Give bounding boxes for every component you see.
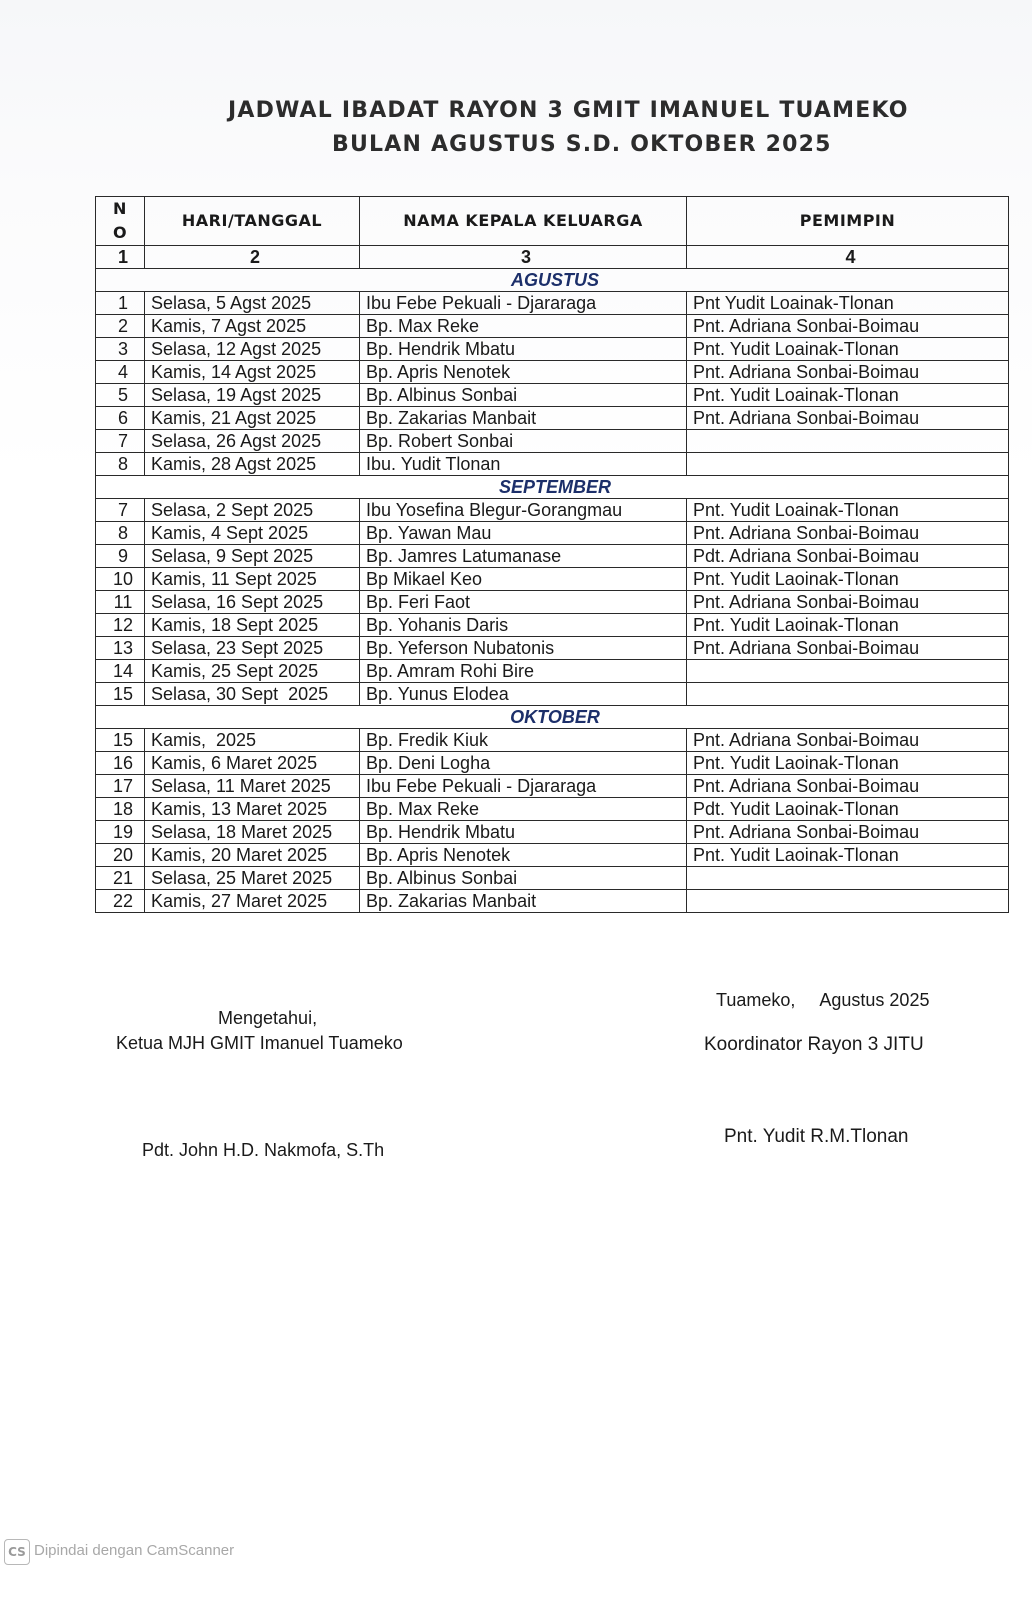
table-row (96, 614, 1009, 637)
row-number: 21 (96, 867, 145, 890)
left-signer-role: Ketua MJH GMIT Imanuel Tuameko (116, 1033, 403, 1053)
row-family-head: Bp. Zakarias Manbait (360, 890, 687, 913)
column-number-row (96, 246, 1009, 269)
table-row (96, 361, 1009, 384)
row-leader (687, 867, 1009, 890)
header-row (96, 197, 1009, 246)
row-family-head: Bp. Max Reke (360, 315, 687, 338)
left-acknowledge-label: Mengetahui, (218, 1008, 318, 1028)
table-row (96, 545, 1009, 568)
row-leader (687, 660, 1009, 683)
row-number: 12 (96, 614, 145, 637)
right-place-date: Tuameko, Agustus 2025 (716, 990, 930, 1010)
row-number: 11 (96, 591, 145, 614)
month-row (96, 476, 1009, 499)
row-family-head: Bp. Yeferson Nubatonis (360, 637, 687, 660)
row-date: Selasa, 23 Sept 2025 (145, 637, 360, 660)
row-date: Kamis, 27 Maret 2025 (145, 890, 360, 913)
row-leader: Pdt. Yudit Laoinak-Tlonan (687, 798, 1009, 821)
row-date: Selasa, 16 Sept 2025 (145, 591, 360, 614)
row-leader: Pnt. Yudit Laoinak-Tlonan (687, 568, 1009, 591)
row-leader: Pnt Yudit Loainak-Tlonan (687, 292, 1009, 315)
row-leader: Pnt. Yudit Laoinak-Tlonan (687, 844, 1009, 867)
row-family-head: Bp. Albinus Sonbai (360, 384, 687, 407)
table-row (96, 867, 1009, 890)
row-date: Selasa, 12 Agst 2025 (145, 338, 360, 361)
row-family-head: Bp. Yunus Elodea (360, 683, 687, 706)
column-number: 3 (360, 246, 687, 269)
month-row (96, 706, 1009, 729)
row-number: 22 (96, 890, 145, 913)
table-row (96, 591, 1009, 614)
row-leader (687, 453, 1009, 476)
header-leader: PEMIMPIN (687, 197, 1009, 246)
row-number: 19 (96, 821, 145, 844)
table-row (96, 338, 1009, 361)
camscanner-watermark-text: Dipindai dengan CamScanner (34, 1542, 235, 1559)
table-row (96, 384, 1009, 407)
row-date: Kamis, 28 Agst 2025 (145, 453, 360, 476)
row-number: 1 (96, 292, 145, 315)
row-number: 9 (96, 545, 145, 568)
row-leader (687, 683, 1009, 706)
row-family-head: Bp. Robert Sonbai (360, 430, 687, 453)
row-leader: Pnt. Yudit Laoinak-Tlonan (687, 614, 1009, 637)
row-leader: Pnt. Adriana Sonbai-Boimau (687, 522, 1009, 545)
row-date: Kamis, 14 Agst 2025 (145, 361, 360, 384)
row-date: Selasa, 11 Maret 2025 (145, 775, 360, 798)
row-family-head: Bp. Jamres Latumanase (360, 545, 687, 568)
row-family-head: Bp. Amram Rohi Bire (360, 660, 687, 683)
row-date: Selasa, 25 Maret 2025 (145, 867, 360, 890)
row-number: 8 (96, 522, 145, 545)
row-date: Selasa, 9 Sept 2025 (145, 545, 360, 568)
right-signer-name: Pnt. Yudit R.M.Tlonan (724, 1126, 909, 1147)
table-row (96, 499, 1009, 522)
schedule-table (95, 196, 1009, 913)
row-number: 15 (96, 729, 145, 752)
row-family-head: Ibu Febe Pekuali - Djararaga (360, 292, 687, 315)
row-leader: Pnt. Adriana Sonbai-Boimau (687, 637, 1009, 660)
table-row (96, 775, 1009, 798)
table-row (96, 798, 1009, 821)
row-number: 4 (96, 361, 145, 384)
row-family-head: Bp. Fredik Kiuk (360, 729, 687, 752)
row-leader: Pnt. Adriana Sonbai-Boimau (687, 729, 1009, 752)
row-leader: Pnt. Yudit Loainak-Tlonan (687, 499, 1009, 522)
row-date: Kamis, 4 Sept 2025 (145, 522, 360, 545)
row-family-head: Bp. Deni Logha (360, 752, 687, 775)
row-leader: Pnt. Adriana Sonbai-Boimau (687, 591, 1009, 614)
row-family-head: Ibu Febe Pekuali - Djararaga (360, 775, 687, 798)
right-signer-role: Koordinator Rayon 3 JITU (704, 1034, 924, 1055)
row-leader: Pnt. Yudit Loainak-Tlonan (687, 338, 1009, 361)
row-leader: Pnt. Yudit Laoinak-Tlonan (687, 752, 1009, 775)
table-row (96, 637, 1009, 660)
table-row (96, 453, 1009, 476)
row-family-head: Bp. Hendrik Mbatu (360, 338, 687, 361)
table-row (96, 430, 1009, 453)
row-number: 7 (96, 499, 145, 522)
row-family-head: Bp. Feri Faot (360, 591, 687, 614)
row-date: Selasa, 26 Agst 2025 (145, 430, 360, 453)
month-row (96, 269, 1009, 292)
row-leader: Pnt. Yudit Loainak-Tlonan (687, 384, 1009, 407)
row-date: Kamis, 6 Maret 2025 (145, 752, 360, 775)
table-row (96, 752, 1009, 775)
row-family-head: Ibu Yosefina Blegur-Gorangmau (360, 499, 687, 522)
row-number: 5 (96, 384, 145, 407)
row-date: Kamis, 2025 (145, 729, 360, 752)
row-date: Kamis, 13 Maret 2025 (145, 798, 360, 821)
month-label: AGUSTUS (96, 269, 1009, 292)
row-date: Kamis, 25 Sept 2025 (145, 660, 360, 683)
row-number: 7 (96, 430, 145, 453)
table-row (96, 315, 1009, 338)
row-number: 13 (96, 637, 145, 660)
row-number: 3 (96, 338, 145, 361)
row-family-head: Ibu. Yudit Tlonan (360, 453, 687, 476)
row-leader (687, 430, 1009, 453)
row-family-head: Bp. Apris Nenotek (360, 844, 687, 867)
camscanner-logo: CS (4, 1539, 30, 1565)
row-leader: Pnt. Adriana Sonbai-Boimau (687, 407, 1009, 430)
header-date: HARI/TANGGAL (145, 197, 360, 246)
row-leader: Pnt. Adriana Sonbai-Boimau (687, 315, 1009, 338)
row-family-head: Bp. Yohanis Daris (360, 614, 687, 637)
row-family-head: Bp. Zakarias Manbait (360, 407, 687, 430)
header-no: N O (96, 197, 145, 246)
table-row (96, 522, 1009, 545)
left-signer-name: Pdt. John H.D. Nakmofa, S.Th (142, 1140, 385, 1160)
row-leader: Pnt. Adriana Sonbai-Boimau (687, 821, 1009, 844)
row-date: Selasa, 30 Sept 2025 (145, 683, 360, 706)
table-row (96, 890, 1009, 913)
row-date: Kamis, 21 Agst 2025 (145, 407, 360, 430)
row-family-head: Bp. Albinus Sonbai (360, 867, 687, 890)
row-family-head: Bp. Max Reke (360, 798, 687, 821)
row-date: Selasa, 19 Agst 2025 (145, 384, 360, 407)
row-family-head: Bp Mikael Keo (360, 568, 687, 591)
row-family-head: Bp. Hendrik Mbatu (360, 821, 687, 844)
row-number: 15 (96, 683, 145, 706)
table-row (96, 407, 1009, 430)
table-row (96, 729, 1009, 752)
row-leader (687, 890, 1009, 913)
row-number: 6 (96, 407, 145, 430)
row-date: Kamis, 20 Maret 2025 (145, 844, 360, 867)
header-name: NAMA KEPALA KELUARGA (360, 197, 687, 246)
column-number: 4 (687, 246, 1009, 269)
table-row (96, 821, 1009, 844)
row-leader: Pnt. Adriana Sonbai-Boimau (687, 361, 1009, 384)
row-number: 14 (96, 660, 145, 683)
row-date: Selasa, 5 Agst 2025 (145, 292, 360, 315)
row-leader: Pdt. Adriana Sonbai-Boimau (687, 545, 1009, 568)
column-number: 1 (96, 246, 145, 269)
table-row (96, 568, 1009, 591)
row-number: 2 (96, 315, 145, 338)
month-label: SEPTEMBER (96, 476, 1009, 499)
row-date: Selasa, 2 Sept 2025 (145, 499, 360, 522)
row-family-head: Bp. Yawan Mau (360, 522, 687, 545)
table-row (96, 660, 1009, 683)
row-leader: Pnt. Adriana Sonbai-Boimau (687, 775, 1009, 798)
row-number: 17 (96, 775, 145, 798)
row-number: 10 (96, 568, 145, 591)
table-row (96, 683, 1009, 706)
month-label: OKTOBER (96, 706, 1009, 729)
row-date: Kamis, 7 Agst 2025 (145, 315, 360, 338)
row-number: 20 (96, 844, 145, 867)
row-date: Kamis, 11 Sept 2025 (145, 568, 360, 591)
document-title: JADWAL IBADAT RAYON 3 GMIT IMANUEL TUAMEKO (228, 98, 909, 123)
row-family-head: Bp. Apris Nenotek (360, 361, 687, 384)
table-row (96, 292, 1009, 315)
row-date: Selasa, 18 Maret 2025 (145, 821, 360, 844)
schedule-body (96, 269, 1009, 913)
document-subtitle: BULAN AGUSTUS S.D. OKTOBER 2025 (332, 132, 832, 157)
table-row (96, 844, 1009, 867)
row-number: 18 (96, 798, 145, 821)
row-number: 8 (96, 453, 145, 476)
column-number: 2 (145, 246, 360, 269)
row-number: 16 (96, 752, 145, 775)
row-date: Kamis, 18 Sept 2025 (145, 614, 360, 637)
